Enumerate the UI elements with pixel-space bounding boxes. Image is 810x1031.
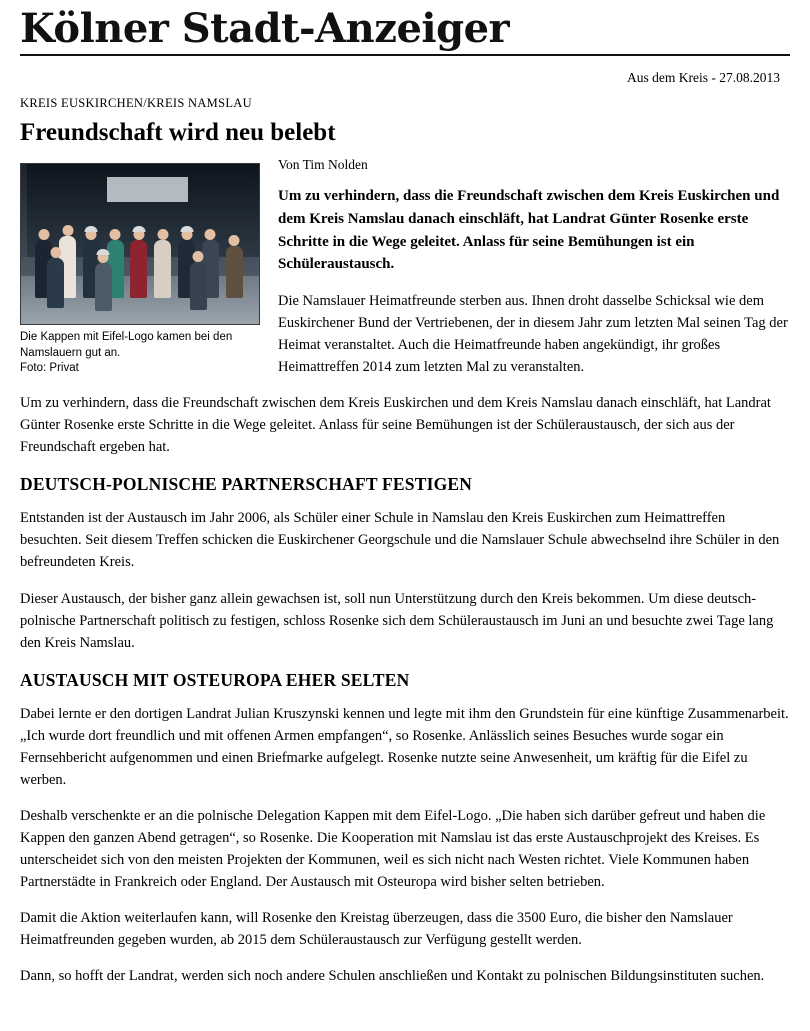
article-paragraph: Entstanden ist der Austausch im Jahr 2006, als Schüler einer Schule in Namslau den Kreis Euskirchen zum Heimattreffen besuchten. Seit diesem Treffen schicken die Euskirchener Georgschule und die Namslauer Schule abwechselnd ihre Schüler in den befreundeten Kreis. xyxy=(20,510,780,571)
photo-person-cap xyxy=(85,226,98,232)
photo-person xyxy=(226,246,243,298)
article-paragraph: Um zu verhindern, dass die Freundschaft zwischen dem Kreis Euskirchen und dem Kreis Namslau danach einschläft, hat Landrat Günter Rosenke erste Schritte in die Wege geleitet. Anlass für seine Bemühungen ist der Schüleraustausch, der sich aus der Freundschaft ergeben hat. xyxy=(20,395,771,456)
article-kicker: KREIS EUSKIRCHEN/KREIS NAMSLAU xyxy=(20,96,252,110)
article-byline: Von Tim Nolden xyxy=(278,157,368,172)
photo-credit: Foto: Privat xyxy=(20,362,79,375)
photo-person-head xyxy=(38,229,49,240)
article-paragraph: Die Namslauer Heimatfreunde sterben aus. Ihnen droht dasselbe Schicksal wie dem Euskirchener Bund der Vertriebenen, der in diesem Jahr zum letzten Mal seinen Tag der Heimat veranstaltet. Auch die Heimatfreunde haben angekündigt, ihr großes Heimattreffen 2014 zum letzten Mal zu veranstalten. xyxy=(278,293,788,376)
article-paragraph: Dann, so hofft der Landrat, werden sich noch andere Schulen anschließen und Kontakt zu polnischen Bildungsinstituten suchen. xyxy=(20,967,765,984)
photo-caption-text: Die Kappen mit Eifel-Logo kamen bei den Namslauern gut an. xyxy=(20,331,233,359)
masthead-divider xyxy=(20,54,790,56)
photo-person-head xyxy=(157,229,168,240)
photo-person-head xyxy=(110,229,121,240)
photo-caption xyxy=(20,330,260,377)
article-body xyxy=(20,157,790,1001)
dateline: Aus dem Kreis - 27.08.2013 xyxy=(627,70,780,85)
article-paragraph: Dabei lernte er den dortigen Landrat Julian Kruszynski kennen und legte mit ihm den Grundstein für eine künftige Zusammenarbeit. „Ich wurde dort freundlich und mit offenen Armen empfangen“, so Rosenke. Anlässlich seines Besuches wurde sogar ein Fernsehbericht aufgenommen und einen Briefmarke aufgelegt. Rosenke nutzte seine Anwesenheit, um kräftig für die Eifel zu werben. xyxy=(20,705,789,788)
photo-person xyxy=(130,240,147,298)
photo-person-cap xyxy=(132,226,145,232)
article-paragraph: Deshalb verschenkte er an die polnische Delegation Kappen mit dem Eifel-Logo. „Die haben sich darüber gefreut und haben die Kappen den ganzen Abend getragen“, so Rosenke. Die Kooperation mit Namslau ist das erste Austauschprojekt des Kreises. Es unterscheidet sich von den meisten Projekten der Kommunen, weil es sich nicht nach Westen richtet. Viele Kommunen haben Partnerstädte in Frankreich oder England. Der Austausch mit Osteuropa wird bisher selten betrieben. xyxy=(20,807,766,890)
photo-banner xyxy=(107,177,188,203)
photo-person-head xyxy=(50,247,61,258)
article-page xyxy=(0,5,810,1031)
article-lead: Um zu verhindern, dass die Freundschaft zwischen dem Kreis Euskirchen und dem Kreis Namslau danach einschläft, hat Landrat Günter Rosenke erste Schritte in die Wege geleitet. Anlass für seine Bemühungen ist ein Schüleraustausch. xyxy=(278,188,780,273)
photo-person xyxy=(190,262,207,310)
photo-person-head xyxy=(229,235,240,246)
photo-person xyxy=(47,258,64,308)
photo-person xyxy=(154,240,171,298)
photo-person-cap xyxy=(180,226,193,232)
article-figure xyxy=(20,163,260,377)
photo-person-head xyxy=(205,229,216,240)
section-subhead: DEUTSCH-POLNISCHE PARTNERSCHAFT FESTIGEN xyxy=(20,474,473,495)
article-paragraph: Dieser Austausch, der bisher ganz allein gewachsen ist, soll nun Unterstützung durch den Kreis bekommen. Um diese deutsch-polnische Partnerschaft politisch zu festigen, schloss Rosenke sich dem Schüleraustausch im Juni an und besuchte zwei Tage lang den Kreis Namslau. xyxy=(20,590,774,651)
photo-person-cap xyxy=(97,249,110,255)
photo-person-head xyxy=(193,251,204,262)
page-title: Freundschaft wird neu belebt xyxy=(20,119,336,146)
article-paragraph: Damit die Aktion weiterlaufen kann, will Rosenke den Kreistag überzeugen, dass die 3500 Euro, die bisher den Namslauer Heimatfreunden gegeben wurden, ab 2015 dem Schüleraustausch zur Verfügung gestellt werden. xyxy=(20,909,733,948)
article-photo xyxy=(20,163,260,325)
photo-person xyxy=(95,263,112,311)
photo-person-head xyxy=(62,225,73,236)
section-subhead: AUSTAUSCH MIT OSTEUROPA EHER SELTEN xyxy=(20,669,410,690)
masthead-title: Kölner Stadt-Anzeiger xyxy=(20,5,510,52)
